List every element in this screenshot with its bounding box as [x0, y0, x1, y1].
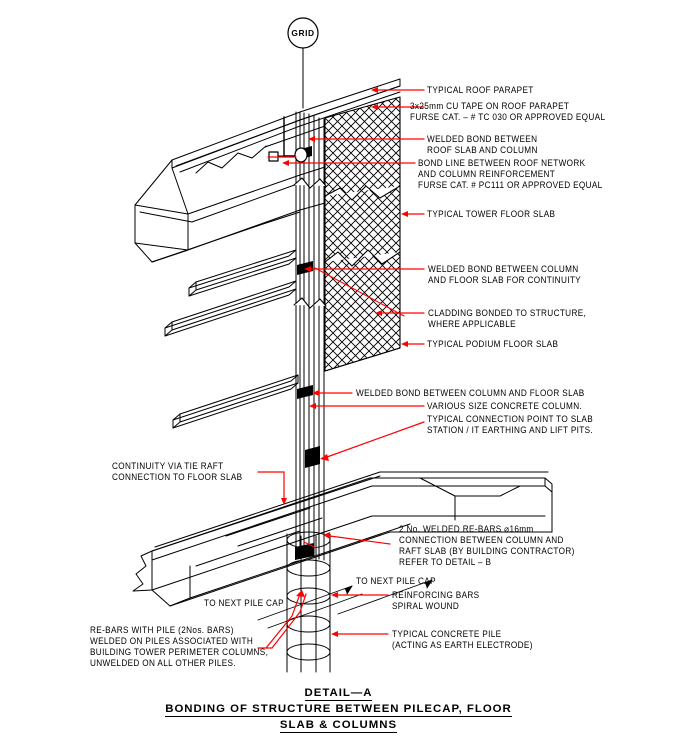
- annotation-cladding-line1: CLADDING BONDED TO STRUCTURE,: [428, 308, 587, 319]
- annotation-rebars-raft-line3: RAFT SLAB (BY BUILDING CONTRACTOR): [399, 546, 575, 557]
- annotation-rebars-pile-line1: RE-BARS WITH PILE (2Nos. BARS): [90, 625, 234, 636]
- annotation-cu-tape-line1: 3x25mm CU TAPE ON ROOF PARAPET: [410, 101, 570, 112]
- arrow-concrete-pile: [331, 631, 338, 637]
- annotation-concrete-pile-line1: TYPICAL CONCRETE PILE: [392, 629, 502, 640]
- arrow-podium-slab: [401, 341, 408, 347]
- annotation-welded-bond-slab: WELDED BOND BETWEEN COLUMN AND FLOOR SLAB: [356, 388, 585, 399]
- annotation-concrete-pile-line2: (ACTING AS EARTH ELECTRODE): [392, 640, 533, 651]
- arrow-rebars-raft: [323, 532, 330, 539]
- arrow-continuity-tie-raft: [281, 498, 287, 505]
- annotation-concrete-column: VARIOUS SIZE CONCRETE COLUMN.: [427, 401, 583, 412]
- annotation-bond-line-line3: FURSE CAT. # PC111 OR APPROVED EQUAL: [418, 180, 603, 191]
- grid-marker-label: GRID: [291, 28, 315, 38]
- annotation-rebars-raft-line2: CONNECTION BETWEEN COLUMN AND: [399, 535, 564, 546]
- detail-title-line2: [0, 703, 677, 717]
- arrow-cu-tape: [371, 104, 378, 110]
- arrow-welded-bond-slab: [312, 390, 319, 396]
- arrow-bond-line: [282, 160, 289, 166]
- annotation-connection-point-line2: STATION / IT EARTHING AND LIFT PITS.: [427, 425, 594, 436]
- arrow-tower-slab: [401, 211, 408, 217]
- arrow-cladding: [375, 310, 382, 316]
- annotation-rebars-pile-line4: UNWELDED ON ALL OTHER PILES.: [90, 658, 236, 669]
- annotation-roof-parapet: TYPICAL ROOF PARAPET: [427, 85, 534, 96]
- annotation-podium-floor-slab: TYPICAL PODIUM FLOOR SLAB: [427, 339, 559, 350]
- leader-diagonal-cladding: [315, 268, 404, 316]
- leader-continuity-tie-raft: [258, 472, 284, 498]
- annotation-rebars-pile-line3: BUILDING TOWER PERIMETER COLUMNS,: [90, 647, 269, 658]
- annotation-rebars-raft-line4: REFER TO DETAIL – B: [399, 557, 492, 568]
- arrow-welded-bond-roof: [308, 136, 315, 142]
- annotation-rebars-raft-line1: 2 No. WELDED RE-BARS ⌀16mm: [399, 524, 534, 535]
- detail-title-line3-text: SLAB & COLUMNS: [279, 719, 398, 731]
- annotation-tower-floor-slab: TYPICAL TOWER FLOOR SLAB: [427, 209, 556, 220]
- annotation-welded-bond-roof-line2: ROOF SLAB AND COLUMN: [427, 145, 538, 156]
- arrow-welded-continuity: [304, 266, 311, 272]
- annotation-bond-line-line1: BOND LINE BETWEEN ROOF NETWORK: [418, 158, 586, 169]
- leader-rebars-raft: [330, 536, 390, 544]
- leader-pile-head: [304, 542, 316, 548]
- annotation-welded-continuity-line2: AND FLOOR SLAB FOR CONTINUITY: [428, 275, 581, 286]
- arrow-connection-point: [320, 454, 329, 461]
- arrow-concrete-column: [309, 403, 316, 409]
- annotation-bond-line-line2: AND COLUMN REINFORCEMENT: [418, 169, 556, 180]
- detail-title-line1: [0, 687, 677, 701]
- annotation-connection-point-line1: TYPICAL CONNECTION POINT TO SLAB: [427, 414, 594, 425]
- detail-title-line1-text: DETAIL—A: [304, 687, 373, 699]
- annotation-continuity-line2: CONNECTION TO FLOOR SLAB: [112, 472, 243, 483]
- detail-title-line3: [0, 719, 677, 733]
- annotation-to-next-pile-cap-left: TO NEXT PILE CAP: [204, 598, 284, 609]
- annotation-reinforcing-bars-line2: SPIRAL WOUND: [392, 601, 460, 612]
- arrow-rebars-pile: [296, 590, 305, 597]
- arrow-roof-parapet: [371, 87, 378, 93]
- annotation-continuity-line1: CONTINUITY VIA TIE RAFT: [112, 461, 224, 472]
- annotation-welded-bond-roof-line1: WELDED BOND BETWEEN: [427, 134, 538, 145]
- annotation-cladding-line2: WHERE APPLICABLE: [428, 319, 516, 330]
- annotation-welded-continuity-line1: WELDED BOND BETWEEN COLUMN: [428, 264, 579, 275]
- annotation-reinforcing-bars-line1: REINFORCING BARS: [392, 590, 480, 601]
- annotation-cu-tape-line2: FURSE CAT. – # TC 030 OR APPROVED EQUAL: [410, 112, 606, 123]
- arrow-reinforcing-bars: [331, 592, 338, 598]
- annotation-rebars-pile-line2: WELDED ON PILES ASSOCIATED WITH: [90, 636, 254, 647]
- detail-title-line2-text: BONDING OF STRUCTURE BETWEEN PILECAP, FLOOR: [165, 703, 512, 715]
- annotation-to-next-pile-cap-right: TO NEXT PILE CAP: [356, 576, 436, 587]
- leader-connection-point: [327, 422, 424, 457]
